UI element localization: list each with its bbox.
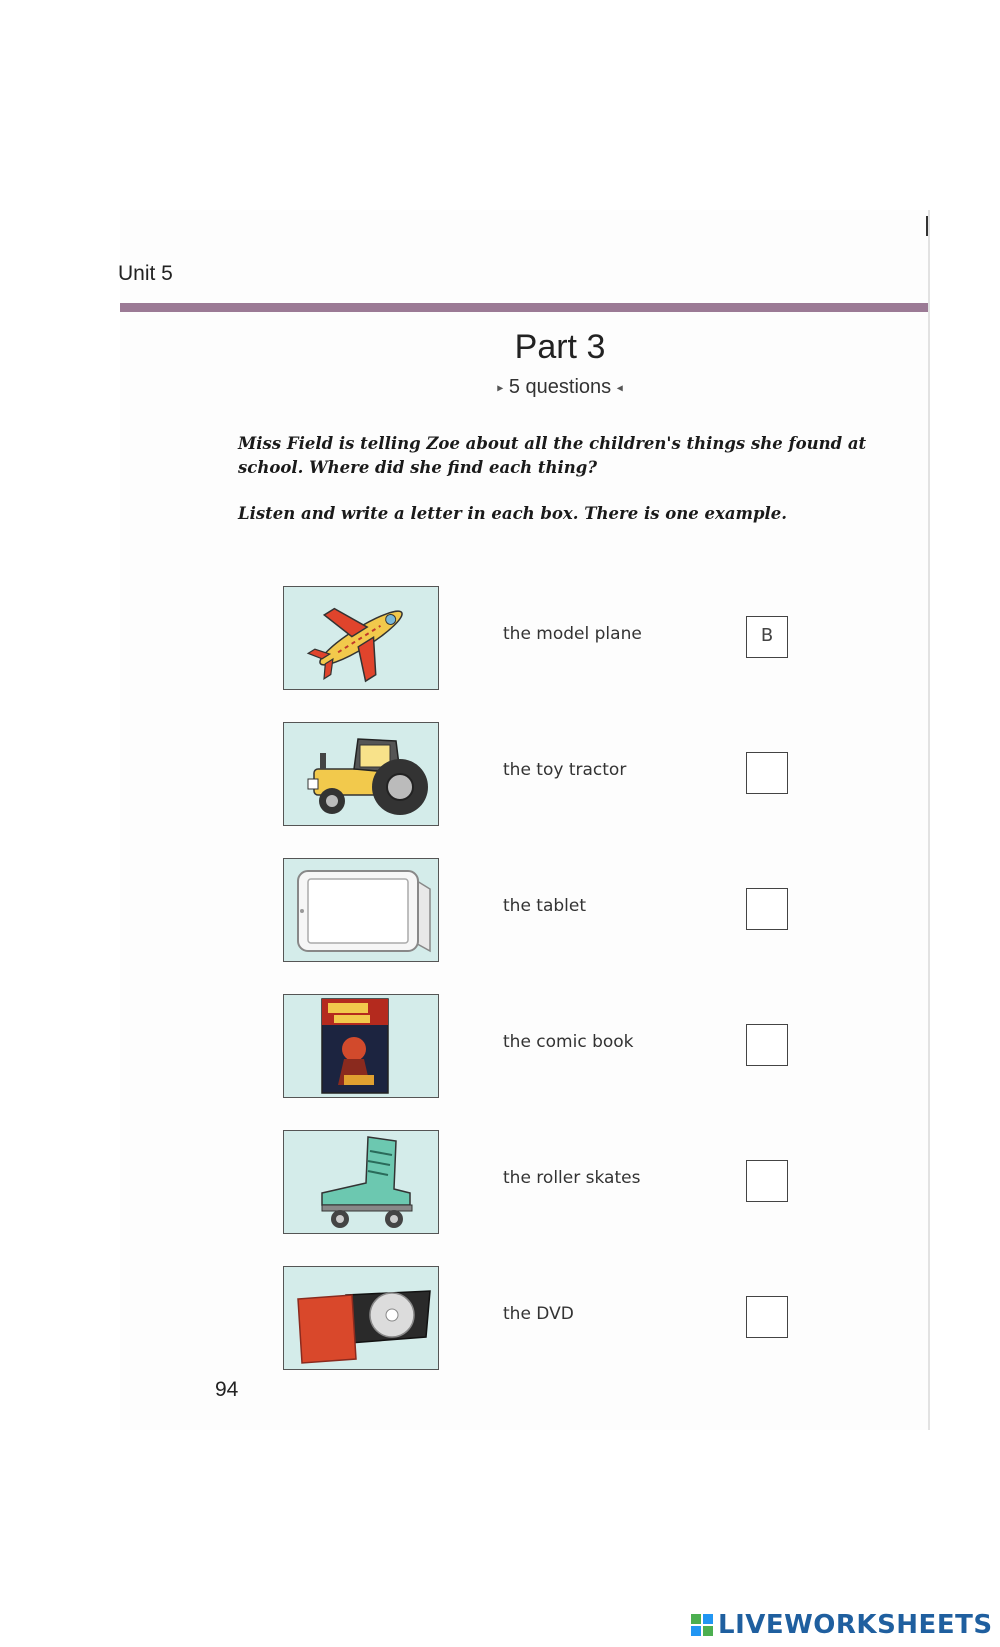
comic-book-icon: [283, 994, 439, 1098]
question-row: [0, 1266, 1000, 1370]
dvd-icon: [283, 1266, 439, 1370]
unit-label: Unit 5: [118, 262, 173, 285]
question-row: [0, 586, 1000, 690]
arrow-left-icon: ◂: [616, 380, 623, 395]
plane-icon: [283, 586, 439, 690]
item-label: the toy tractor: [503, 760, 627, 780]
question-row: [0, 1130, 1000, 1234]
answer-box[interactable]: [746, 888, 788, 930]
answer-box[interactable]: [746, 1296, 788, 1338]
roller-skate-icon: [283, 1130, 439, 1234]
item-label: the roller skates: [503, 1168, 641, 1188]
tablet-icon: [283, 858, 439, 962]
question-row: [0, 994, 1000, 1098]
questions-count: [440, 376, 680, 399]
answer-box[interactable]: [746, 1024, 788, 1066]
instruction-context: Miss Field is telling Zoe about all the children's things she found at school. Where did she find each thing?: [238, 434, 867, 477]
part-title: Part 3: [514, 328, 606, 366]
instruction-task: Listen and write a letter in each box. There is one example.: [238, 504, 788, 523]
question-row: [0, 858, 1000, 962]
arrow-right-icon: ▸: [497, 380, 504, 395]
page-number: 94: [215, 1378, 239, 1401]
brand-text: LIVEWORKSHEETS: [718, 1610, 993, 1640]
answer-box[interactable]: [746, 752, 788, 794]
liveworksheets-icon: [690, 1613, 714, 1637]
item-label: the DVD: [503, 1304, 574, 1324]
question-row: [0, 722, 1000, 826]
questions-count-text: 5 questions: [508, 376, 612, 398]
answer-box[interactable]: B: [746, 616, 788, 658]
item-label: the comic book: [503, 1032, 634, 1052]
unit-divider-bar: [120, 303, 928, 312]
answer-box[interactable]: [746, 1160, 788, 1202]
page-edge-mark: [926, 216, 928, 236]
item-label: the model plane: [503, 624, 642, 644]
tractor-icon: [283, 722, 439, 826]
item-label: the tablet: [503, 896, 587, 916]
